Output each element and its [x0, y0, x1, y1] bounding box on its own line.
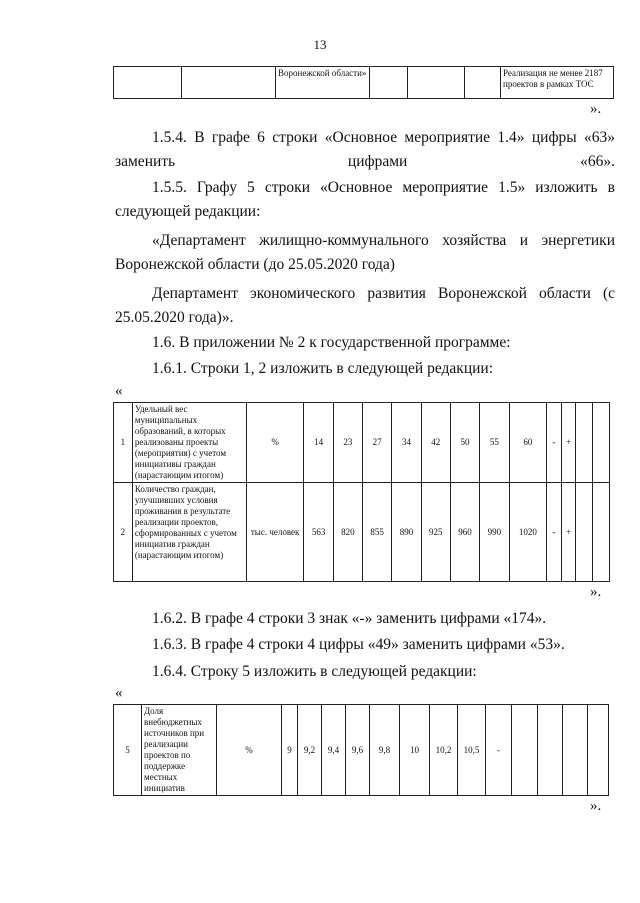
paragraph-1-5-5-cont: следующей редакции:	[115, 203, 261, 220]
unit: %	[246, 403, 304, 483]
department-1: «Департамент жилищно-коммунального хозяйства и энергетики	[152, 232, 615, 249]
empty-cell	[576, 483, 593, 582]
empty-cell	[538, 705, 563, 796]
paragraph-1-6-2: 1.6.2. В графе 4 строки 3 знак «-» заменить цифрами «174».	[152, 610, 547, 627]
empty-cell	[563, 705, 588, 796]
page-number: 13	[313, 37, 327, 52]
empty-cell	[593, 483, 610, 582]
department-2-cont: 25.05.2020 года)».	[115, 309, 234, 326]
value: 563	[304, 483, 333, 582]
closing-quote: ».	[590, 584, 602, 600]
top-table-region: Воронежской области»	[276, 67, 370, 99]
table-row	[114, 483, 610, 582]
closing-quote: ».	[590, 101, 602, 117]
value: 14	[304, 403, 333, 483]
top-table-target: Реализация не менее 2187 проектов в рамках ТОС	[501, 67, 614, 99]
value: 960	[450, 483, 479, 582]
paragraph-1-5-4: 1.5.4. В графе 6 строки «Основное мероприятие 1.4» цифры «63» заменить цифрами «66».	[115, 129, 615, 170]
paragraph-1-6-1: 1.6.1. Строки 1, 2 изложить в следующей редакции:	[152, 360, 494, 377]
empty-cell	[593, 403, 610, 483]
sign-plus: +	[561, 403, 576, 483]
value: 990	[480, 483, 509, 582]
value: 55	[480, 403, 509, 483]
value: 60	[509, 403, 547, 483]
value: 820	[333, 483, 362, 582]
value: 10	[400, 705, 430, 796]
indicator-name: Доля внебюджетных источников при реализации проектов по поддержке местных инициатив	[142, 705, 217, 796]
value: 9,8	[370, 705, 400, 796]
empty-cell	[512, 705, 538, 796]
row-number: 5	[114, 705, 142, 796]
opening-quote: «	[115, 383, 123, 399]
value: 50	[450, 403, 479, 483]
closing-quote: ».	[590, 798, 602, 814]
row-number: 1	[114, 403, 133, 483]
department-1-cont: Воронежской области (до 25.05.2020 года)	[115, 256, 395, 273]
value: 10,5	[458, 705, 486, 796]
paragraph-1-6-4: 1.6.4. Строку 5 изложить в следующей редакции:	[152, 663, 477, 680]
value: 23	[333, 403, 362, 483]
value: 9,2	[298, 705, 322, 796]
row-number: 2	[114, 483, 133, 582]
value: 10,2	[430, 705, 458, 796]
empty-cell	[576, 403, 593, 483]
top-table-cell	[114, 67, 182, 99]
indicator-table-2	[113, 704, 609, 796]
sign-minus: -	[547, 403, 562, 483]
value: 1020	[509, 483, 547, 582]
value: 34	[392, 403, 421, 483]
value: 9,6	[346, 705, 370, 796]
indicator-name: Количество граждан, улучшивших условия проживания в результате реализации проектов, сформированных с учетом инициатив граждан (нарастающим итогом)	[132, 483, 246, 582]
opening-quote: «	[115, 685, 123, 701]
sign-minus: -	[486, 705, 512, 796]
top-table-cell	[465, 67, 501, 99]
value: 42	[421, 403, 450, 483]
sign-plus: +	[561, 483, 576, 582]
indicator-table-1	[113, 402, 610, 582]
paragraph-1-6-3: 1.6.3. В графе 4 строки 4 цифры «49» заменить цифрами «53».	[152, 636, 565, 653]
sign-minus: -	[547, 483, 562, 582]
value: 9,4	[322, 705, 346, 796]
value: 9	[282, 705, 298, 796]
value: 855	[363, 483, 392, 582]
paragraph-1-5-5: 1.5.5. Графу 5 строки «Основное мероприятие 1.5» изложить в	[152, 179, 615, 196]
top-table-cell	[408, 67, 465, 99]
empty-cell	[588, 705, 609, 796]
table-row	[114, 705, 609, 796]
value: 925	[421, 483, 450, 582]
value: 890	[392, 483, 421, 582]
top-table-cell	[182, 67, 276, 99]
department-2: Департамент экономического развития Воронежской области (с	[152, 285, 615, 302]
paragraph-1-6: 1.6. В приложении № 2 к государственной программе:	[152, 334, 511, 351]
unit: %	[217, 705, 282, 796]
indicator-name: Удельный вес муниципальных образований, в которых реализованы проекты (мероприятия) с учетом инициативы граждан (нарастающим итогом)	[132, 403, 246, 483]
value: 27	[363, 403, 392, 483]
top-table	[113, 66, 614, 99]
unit: тыс. человек	[246, 483, 304, 582]
table-row	[114, 403, 610, 483]
top-table-cell	[370, 67, 408, 99]
